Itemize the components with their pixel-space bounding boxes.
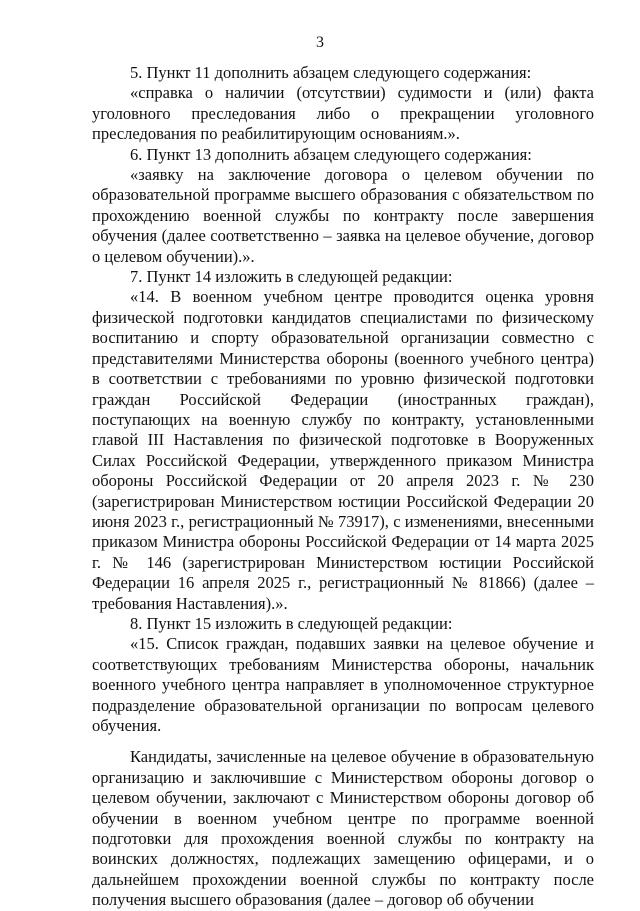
paragraph-item-8: 8. Пункт 15 изложить в следующей редакции: xyxy=(130,613,453,633)
paragraph-item-6: 6. Пункт 13 дополнить абзацем следующего содержания: xyxy=(130,144,532,164)
paragraph-item-7: 7. Пункт 14 изложить в следующей редакции: xyxy=(130,267,453,287)
paragraph-item-5: 5. Пункт 11 дополнить абзацем следующего содержания: xyxy=(130,63,532,82)
paragraph-item-6-text: «заявку на заключение договора о целевом обучении по образовательной программе высшего образования с обязательством по прохождению военной службы по контракту после завершения обучения (далее соответственно – заявка на целевое обучение, договор о целевом обучении).». xyxy=(92,165,594,266)
page-number: 3 xyxy=(316,34,324,51)
paragraph-item-8-text: «15. Список граждан, подавших заявки на целевое обучение и соответствующих требованиям Министерства обороны, начальник военного учебного центра направляет в уполномоченное структурное подразделение образовательной организации по вопросам целевого обучения. xyxy=(92,634,594,735)
paragraph-item-5-text: «справка о наличии (отсутствии) судимости и (или) факта уголовного преследования либо о прекращении уголовного преследования по реабилитирующим основаниям.». xyxy=(92,83,594,144)
paragraph-item-7-text: «14. В военном учебном центре проводится оценка уровня физической подготовки кандидатов специалистами по физическому воспитанию и спорту образовательной организации совместно с представителями Министерства обороны (военного учебного центра) в соответствии с требованиями по уровню физической подготовки граждан Российской Федерации (иностранных граждан), поступающих на военную службу по контракту, установленными главой III Наставления по физической подготовке в Вооруженных Силах Российской Федерации, утвержденного приказом Министра обороны Российской Федерации от 20 апреля 2023 г. № 230 (зарегистрирован Министерством юстиции Российской Федерации 20 июня 2023 г., регистрационный № 73917), с изменениями, внесенными приказом Министра обороны Российской Федерации от 14 марта 2025 г. № 146 (зарегистрирован Министерством юстиции Российской Федерации 16 апреля 2025 г., регистрационный № 81866) (далее – требования Наставления).». xyxy=(92,287,594,613)
document-body xyxy=(92,63,594,911)
paragraph-candidates: Кандидаты, зачисленные на целевое обучение в образовательную организацию и заключившие с Министерством обороны договор о целевом обучении, заключают с Министерством обороны договор об обучении в военном учебном центре по программе военной подготовки для прохождения военной службы по контракту на воинских должностях, подлежащих замещению офицерами, и о дальнейшем прохождении военной службы по контракту после получения высшего образования (далее – договор об обучении xyxy=(92,747,594,910)
